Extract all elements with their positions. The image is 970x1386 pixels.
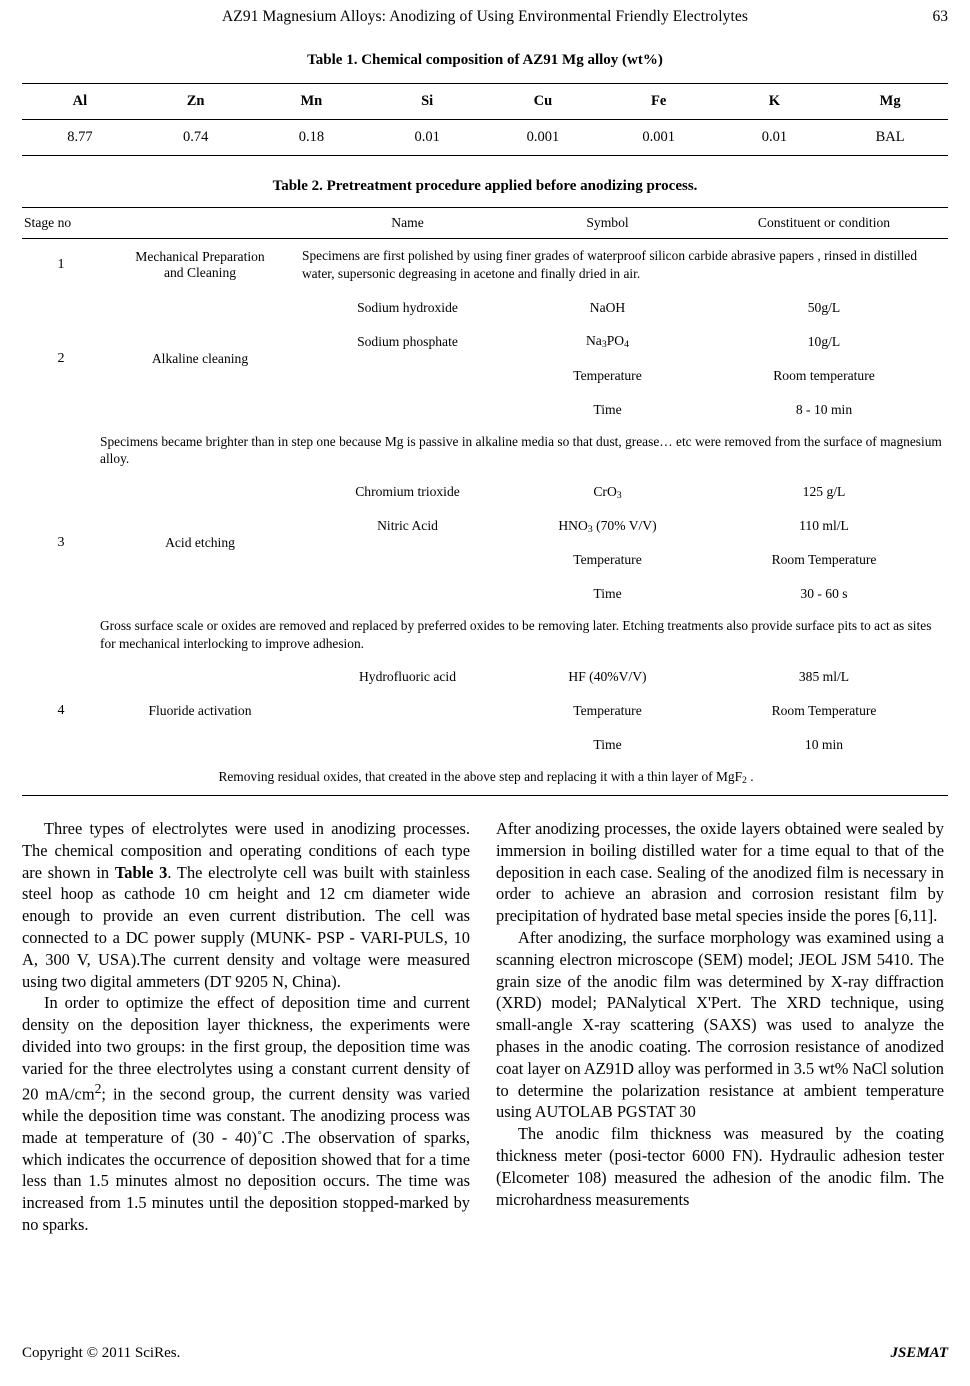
substance-name xyxy=(300,359,515,393)
table-1-header-cell: K xyxy=(717,84,833,120)
stage-name-line-2: and Cleaning xyxy=(163,264,237,280)
body-columns xyxy=(22,818,948,1236)
table-1-block xyxy=(22,52,948,156)
substance-symbol: HF (40%V/V) xyxy=(568,668,647,684)
table-2-header-name: Name xyxy=(300,208,515,239)
table-2-header-stage: Stage no xyxy=(22,208,100,239)
substance-name xyxy=(300,728,515,762)
substance-name: Hydrofluoric acid xyxy=(358,668,456,684)
running-head-title: AZ91 Magnesium Alloys: Anodizing of Using Environmental Friendly Electrolytes xyxy=(221,8,749,25)
symbol-text: PO xyxy=(606,333,625,349)
journal-abbreviation: JSEMAT xyxy=(890,1345,948,1361)
substance-condition: 125 g/L xyxy=(802,484,846,500)
substance-name: Sodium hydroxide xyxy=(357,299,458,315)
stage-number: 3 xyxy=(57,535,65,551)
substance-symbol: NaOH xyxy=(589,299,626,315)
substance-name xyxy=(300,543,515,577)
table-2-caption: Table 2. Pretreatment procedure applied before anodizing process. xyxy=(272,178,698,194)
superscript: 2 xyxy=(94,1080,102,1096)
stage-note-text: Removing residual oxides, that created in the above step and replacing it with a thin layer of MgF xyxy=(218,768,743,784)
table-1-cell: 0.18 xyxy=(254,120,370,156)
substance-symbol: Temperature xyxy=(573,367,642,383)
table-1-header-row xyxy=(22,84,948,120)
substance-condition: 10 min xyxy=(804,736,844,752)
substance-condition: 385 ml/L xyxy=(798,668,850,684)
paragraph-text: . The electrolyte cell was built with stainless steel hoop as cathode 10 cm height and 12 cm diameter wide enough to provide an even current distribution. The cell was connected to a DC power supply (MUNK- PSP - VARI-PULS, 10 A, 300 V, USA).The current density and voltage were measured using two digital ammeters (DT 9205 N, China). xyxy=(22,862,471,991)
table-2-bottom-rule xyxy=(22,795,948,796)
symbol-text: Na xyxy=(585,333,602,349)
substance-symbol: Time xyxy=(593,736,622,752)
symbol-text: CrO xyxy=(593,483,617,499)
substance-symbol: Temperature xyxy=(573,702,642,718)
table-2-stage-2-sub-row xyxy=(22,291,948,325)
table-1-row xyxy=(22,120,948,156)
copyright-text: Copyright © 2011 SciRes. xyxy=(22,1345,181,1361)
symbol-text: HNO xyxy=(558,517,588,533)
page-number: 63 xyxy=(932,8,948,25)
table-1-cell: 0.01 xyxy=(717,120,833,156)
running-head xyxy=(22,0,948,30)
table-2-stage-2-note-row xyxy=(22,427,948,476)
substance-condition: 8 - 10 min xyxy=(795,401,853,417)
table-2-header-condition: Constituent or condition xyxy=(700,208,948,239)
stage-note: Specimens became brighter than in step one because Mg is passive in alkaline media so that dust, grease… etc were removed from the surface of magnesium alloy. xyxy=(100,433,942,467)
substance-condition: 110 ml/L xyxy=(799,518,849,534)
symbol-subscript: 3 xyxy=(587,523,593,535)
table-2-header-spacer xyxy=(100,208,300,239)
table-1-cell: 8.77 xyxy=(22,120,138,156)
stage-note-text: . xyxy=(746,768,754,784)
substance-condition: 10g/L xyxy=(807,333,841,349)
substance-symbol xyxy=(515,509,700,543)
stage-note-cell xyxy=(100,611,948,660)
paragraph: After anodizing, the surface morphology was examined using a scanning electron microscope (SEM) model; JEOL JSM 5410. The grain size of the anodic film was determined by X-ray diffraction (XRD) model; PANalytical X'Pert. The XRD technique, using small-angle X-ray scattering (SAXS) was used to analyze the phases in the anodic coating. The corrosion resistance of anodized coat layer on AZ91D alloy was performed in 3.5 wt% NaCl solution to determine the polarization resistance at ambient temperature using AUTOLAB PGSTAT 30 xyxy=(496,927,944,1122)
table-2 xyxy=(22,207,948,796)
stage-name-line-1: Mechanical Preparation xyxy=(135,248,265,264)
substance-name: Sodium phosphate xyxy=(357,333,458,349)
paragraph-text: In order to optimize the effect of deposition time and current density on the deposition layer thickness, the experiments were divided into two groups: in the first group, the deposition time was varied for the three electrolytes using a constant current density of 20 mA/cm xyxy=(22,993,470,1104)
symbol-text: (70% V/V) xyxy=(592,517,657,533)
substance-symbol xyxy=(515,475,700,509)
stage-name: Alkaline cleaning xyxy=(151,350,249,366)
table-reference: Table 3 xyxy=(114,862,168,882)
stage-number: 2 xyxy=(57,350,65,366)
paragraph xyxy=(22,818,470,993)
body-column-left xyxy=(22,818,470,1236)
substance-name xyxy=(300,577,515,611)
table-2-stage-1-row xyxy=(22,239,948,291)
substance-condition: Room Temperature xyxy=(771,702,877,718)
paragraph xyxy=(22,992,470,1235)
substance-condition: Room temperature xyxy=(773,367,875,383)
stage-description-cell xyxy=(300,239,948,291)
stage-note-cell xyxy=(100,427,948,476)
table-1-header-cell: Mg xyxy=(832,84,948,120)
stage-note-cell xyxy=(22,762,948,795)
stage-description: Specimens are first polished by using finer grades of waterproof silicon carbide abrasive papers , rinsed in distilled water, supersonic degreasing in acetone and finally dried in air. xyxy=(302,248,918,281)
table-1-cell: 0.001 xyxy=(485,120,601,156)
table-2-block xyxy=(22,178,948,796)
table-2-header-symbol: Symbol xyxy=(515,208,700,239)
table-2-stage-3-note-row xyxy=(22,611,948,660)
symbol-subscript: 3 xyxy=(616,489,622,501)
table-1 xyxy=(22,83,948,156)
page-footer xyxy=(22,1345,948,1362)
stage-number: 1 xyxy=(57,256,65,272)
symbol-subscript: 3 xyxy=(601,339,607,351)
table-1-caption: Table 1. Chemical composition of AZ91 Mg alloy (wt%) xyxy=(307,52,663,68)
paragraph-text: Three types of electrolytes were used in anodizing processes. The chemical composition and operating conditions of each type are shown in xyxy=(22,818,470,882)
table-1-header-cell: Mn xyxy=(254,84,370,120)
paragraph: After anodizing processes, the oxide layers obtained were sealed by immersion in boiling distilled water for a time equal to that of the deposition in each case. Sealing of the anodized film is necessary in order to achieve an abrasion and corrosion resistant film by precipitation of hydrated base metal species inside the pores [6,11]. xyxy=(496,818,944,926)
substance-condition: 50g/L xyxy=(807,299,841,315)
table-2-stage-3-sub-row xyxy=(22,475,948,509)
substance-name: Nitric Acid xyxy=(377,518,438,534)
table-2-stage-4-sub-row xyxy=(22,660,948,694)
table-1-header-cell: Si xyxy=(369,84,485,120)
substance-symbol xyxy=(515,325,700,359)
stage-name: Acid etching xyxy=(165,535,235,551)
table-1-cell: 0.001 xyxy=(601,120,717,156)
stage-note: Gross surface scale or oxides are removed and replaced by preferred oxides to be removing later. Etching treatments also provide surface pits to act as sites for mechanical interlocking to improve adhesion. xyxy=(100,618,932,652)
table-1-cell: BAL xyxy=(832,120,948,156)
table-1-header-cell: Zn xyxy=(138,84,254,120)
symbol-subscript: 4 xyxy=(624,339,630,351)
substance-symbol: Time xyxy=(593,401,622,417)
substance-name xyxy=(300,694,515,728)
stage-name xyxy=(100,239,300,291)
table-2-stage-4-note-row xyxy=(22,762,948,795)
paragraph: The anodic film thickness was measured by the coating thickness meter (posi-tector 6000 FN). Hydraulic adhesion tester (Elcometer 108) measured the adhesion of the anodic film. The microhardness measurements xyxy=(496,1124,944,1209)
substance-condition: 30 - 60 s xyxy=(800,586,848,602)
substance-name xyxy=(300,393,515,427)
stage-note-subscript: 2 xyxy=(742,775,747,787)
stage-name: Fluoride activation xyxy=(148,702,252,718)
substance-symbol: Temperature xyxy=(573,552,642,568)
table-1-header-cell: Fe xyxy=(601,84,717,120)
substance-condition: Room Temperature xyxy=(771,552,877,568)
stage-note xyxy=(22,762,948,795)
paragraph-text: ; in the second group, the current density was varied while the deposition time was constant. The anodizing process was made at temperature of (30 - 40)˚C .The observation of sparks, which indicates the occurrence of deposition showed that for a time less than 1.5 minutes almost no deposition occurs. The time was increased from 1.5 minutes until the deposition stopped-marked by no sparks. xyxy=(22,1084,470,1234)
body-column-right xyxy=(496,818,944,1236)
table-1-header-cell: Cu xyxy=(485,84,601,120)
table-1-cell: 0.01 xyxy=(369,120,485,156)
stage-number: 4 xyxy=(57,702,65,718)
substance-symbol: Time xyxy=(593,586,622,602)
table-1-cell: 0.74 xyxy=(138,120,254,156)
table-1-header-cell: Al xyxy=(22,84,138,120)
substance-name: Chromium trioxide xyxy=(355,484,460,500)
table-2-header-row xyxy=(22,208,948,239)
